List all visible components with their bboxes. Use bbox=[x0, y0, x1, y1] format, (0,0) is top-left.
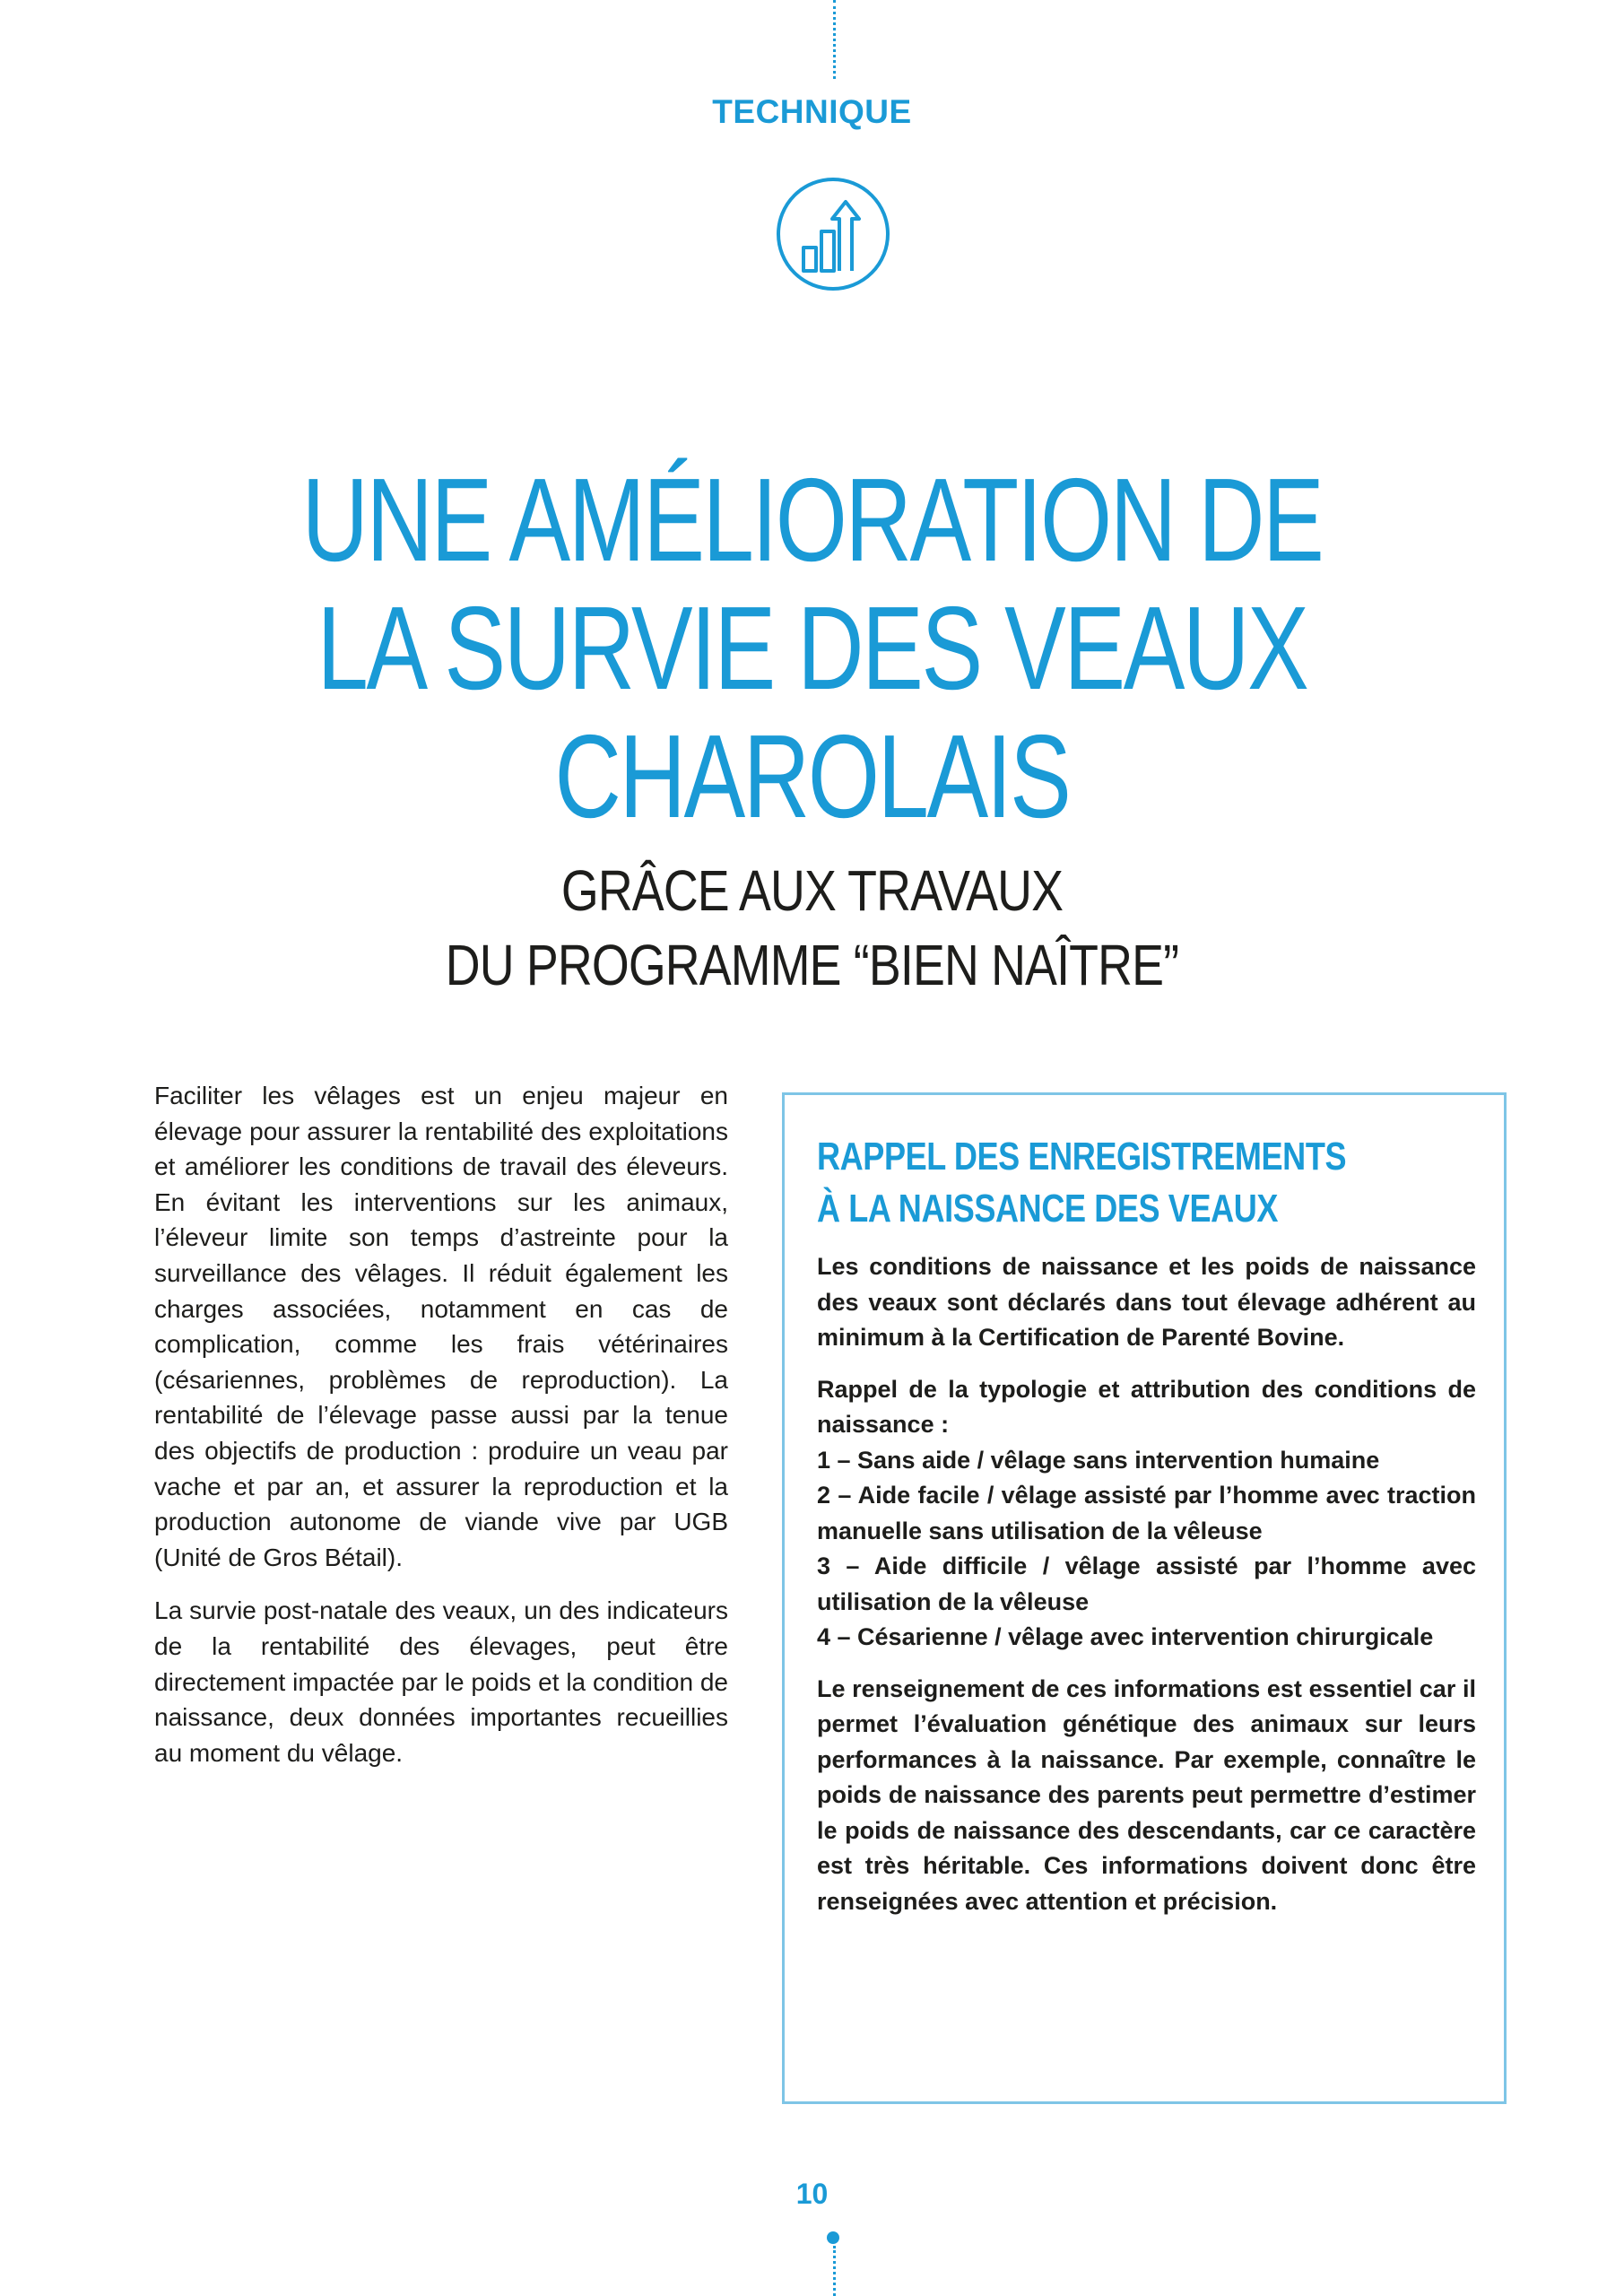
box-title bbox=[817, 1131, 1361, 1235]
recall-box bbox=[782, 1092, 1507, 2104]
bottom-dotted-rule bbox=[833, 2246, 836, 2296]
main-title-line: CHAROLAIS bbox=[554, 710, 1070, 842]
top-dotted-rule bbox=[833, 0, 836, 79]
intro-column bbox=[154, 1078, 728, 1788]
typology-item: 2 – Aide facile / vêlage assisté par l’homme avec traction manuelle sans utilisation de la vêleuse bbox=[817, 1482, 1476, 1544]
typology-item: 4 – Césarienne / vêlage avec intervention chirurgicale bbox=[817, 1623, 1434, 1650]
typology-intro: Rappel de la typologie et attribution des conditions de naissance : bbox=[817, 1375, 1476, 1438]
main-title bbox=[178, 456, 1446, 840]
subtitle-line: GRÂCE AUX TRAVAUX bbox=[560, 858, 1064, 923]
bottom-dot bbox=[827, 2231, 839, 2244]
typology-item: 1 – Sans aide / vêlage sans intervention humaine bbox=[817, 1446, 1380, 1474]
box-title-line: RAPPEL DES ENREGISTREMENTS bbox=[817, 1135, 1347, 1178]
box-title-line: À LA NAISSANCE DES VEAUX bbox=[817, 1187, 1279, 1231]
subtitle-line: DU PROGRAMME “BIEN NAÎTRE” bbox=[445, 933, 1179, 997]
subtitle bbox=[130, 854, 1494, 1003]
typology-block bbox=[817, 1372, 1476, 1656]
main-title-line: UNE AMÉLIORATION DE bbox=[301, 454, 1323, 586]
box-paragraph: Les conditions de naissance et les poids de naissance des veaux sont déclarés dans tout élevage adhérent au minimum à la Certification de Parenté Bovine. bbox=[817, 1253, 1476, 1351]
typology-item: 3 – Aide difficile / vêlage assisté par l’homme avec utilisation de la vêleuse bbox=[817, 1552, 1476, 1615]
box-body bbox=[817, 1249, 1476, 1935]
main-title-line: LA SURVIE DES VEAUX bbox=[317, 582, 1307, 714]
box-paragraph: Le renseignement de ces informations est essentiel car il permet l’évaluation génétique des animaux sur leurs performances à la naissance. Par exemple, connaître le poids de naissance des parents peut permettre d’estimer le poids de naissance des descendants, car ce caractère est très héritable. Ces informations doivent donc être renseignées avec attention et précision. bbox=[817, 1674, 1476, 1915]
intro-paragraph: Faciliter les vêlages est un enjeu majeur en élevage pour assurer la rentabilité des exploitations et améliorer les conditions de travail des éleveurs. En évitant les interventions sur les animaux, l’éleveur limite son temps d’astreinte pour la surveillance des vêlages. Il réduit également les charges associées, notamment en cas de complication, comme les frais vétérinaires (césariennes, problèmes de reproduction). La rentabilité de l’élevage passe aussi par la tenue des objectifs de production : produire un veau par vache et par an, et assurer la reproduction et la production autonome de viande vive par UGB (Unité de Gros Bétail). bbox=[154, 1082, 728, 1571]
section-label: TECHNIQUE bbox=[712, 93, 912, 130]
page-number: 10 bbox=[795, 2178, 829, 2210]
intro-paragraph: La survie post-natale des veaux, un des indicateurs de la rentabilité des élevages, peut être directement impactée par le poids et la condition de naissance, deux données importantes recueillies au moment du vêlage. bbox=[154, 1596, 728, 1767]
growth-chart-icon bbox=[775, 176, 891, 292]
